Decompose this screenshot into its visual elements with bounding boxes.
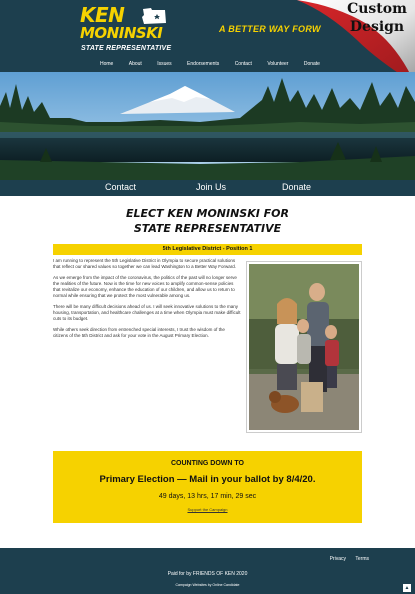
site-logo[interactable] <box>80 5 172 53</box>
countdown-title: COUNTING DOWN TO <box>171 460 244 467</box>
hero-image <box>0 72 415 180</box>
nav-item-donate[interactable]: Donate <box>303 61 320 67</box>
mountain-lake-landscape <box>0 72 415 180</box>
district-banner: 5th Legislative District - Position 1 <box>53 244 362 255</box>
countdown-timer: 49 days, 13 hrs, 17 min, 29 sec <box>158 493 257 500</box>
countdown-headline: Primary Election — Mail in your ballot by 8/4/20. <box>99 474 316 485</box>
nav-item-endorsements[interactable]: Endorsements <box>187 61 220 67</box>
logo-first-name: KEN <box>80 3 125 27</box>
main-nav <box>100 61 320 71</box>
site-footer <box>0 548 415 594</box>
join-us-link[interactable]: Join Us <box>196 182 227 192</box>
countdown-panel <box>53 451 362 523</box>
support-campaign-link[interactable]: Support the Campaign <box>187 507 228 512</box>
statement-paragraph: I am running to represent the 5th Legislative District in Olympia to secure practical solutions that reflect our shared values so together we can lead Washington to a Better Way Forward. <box>53 258 237 269</box>
logo-last-name: MONINSKI <box>80 24 163 42</box>
nav-item-about[interactable]: About <box>128 61 142 67</box>
nav-item-volunteer[interactable]: Volunteer <box>267 61 289 67</box>
contact-link[interactable]: Contact <box>105 182 137 192</box>
tagline: A BETTER WAY FORW <box>219 24 321 34</box>
logo-subtitle: STATE REPRESENTATIVE <box>81 45 172 52</box>
washington-state-icon <box>141 7 167 25</box>
family-photo <box>246 261 362 433</box>
nav-item-issues[interactable]: Issues <box>157 61 172 67</box>
paid-for-by: Paid for by FRIENDS OF KEN 2020 <box>167 571 248 577</box>
nav-item-home[interactable]: Home <box>100 61 114 67</box>
privacy-link[interactable]: Privacy <box>329 556 346 562</box>
campaign-statement <box>53 258 241 344</box>
statement-paragraph: There will be many difficult decisions ahead of us. I will seek innovative solutions to the many housing, transportation, and healthcare challenges at a time when Olympia must make difficult cuts to its budget. <box>53 304 241 321</box>
family-portrait-image <box>249 264 359 430</box>
back-to-top-button[interactable] <box>403 584 411 592</box>
terms-link[interactable]: Terms <box>355 556 369 562</box>
page-title: ELECT KEN MONINSKI FOR STATE REPRESENTATIVE <box>125 207 290 235</box>
cta-bar <box>0 180 415 196</box>
footer-links <box>322 556 369 562</box>
chevron-up-icon: ▲ <box>404 585 410 591</box>
statement-paragraph: While others seek direction from entrenched special interests, I trust the wisdom of the citizens of the 5th District and ask for your vote in the August Primary Election. <box>53 327 225 338</box>
donate-link[interactable]: Donate <box>282 182 312 192</box>
nav-item-contact[interactable]: Contact <box>234 61 252 67</box>
custom-design-label: Custom Design <box>347 1 407 35</box>
statement-paragraph: As we emerge from the impact of the coronavirus, the politics of the past will no longer serve the realities of the future. Now is the time for new voices to amplify common-sense policies that revitalize our economy, enhance the education of our children, and allow us to return to normal while ensuring that we protect the most vulnerable among us. <box>53 275 237 298</box>
websites-credit[interactable]: Campaign Websites by Online Candidate <box>175 583 240 587</box>
